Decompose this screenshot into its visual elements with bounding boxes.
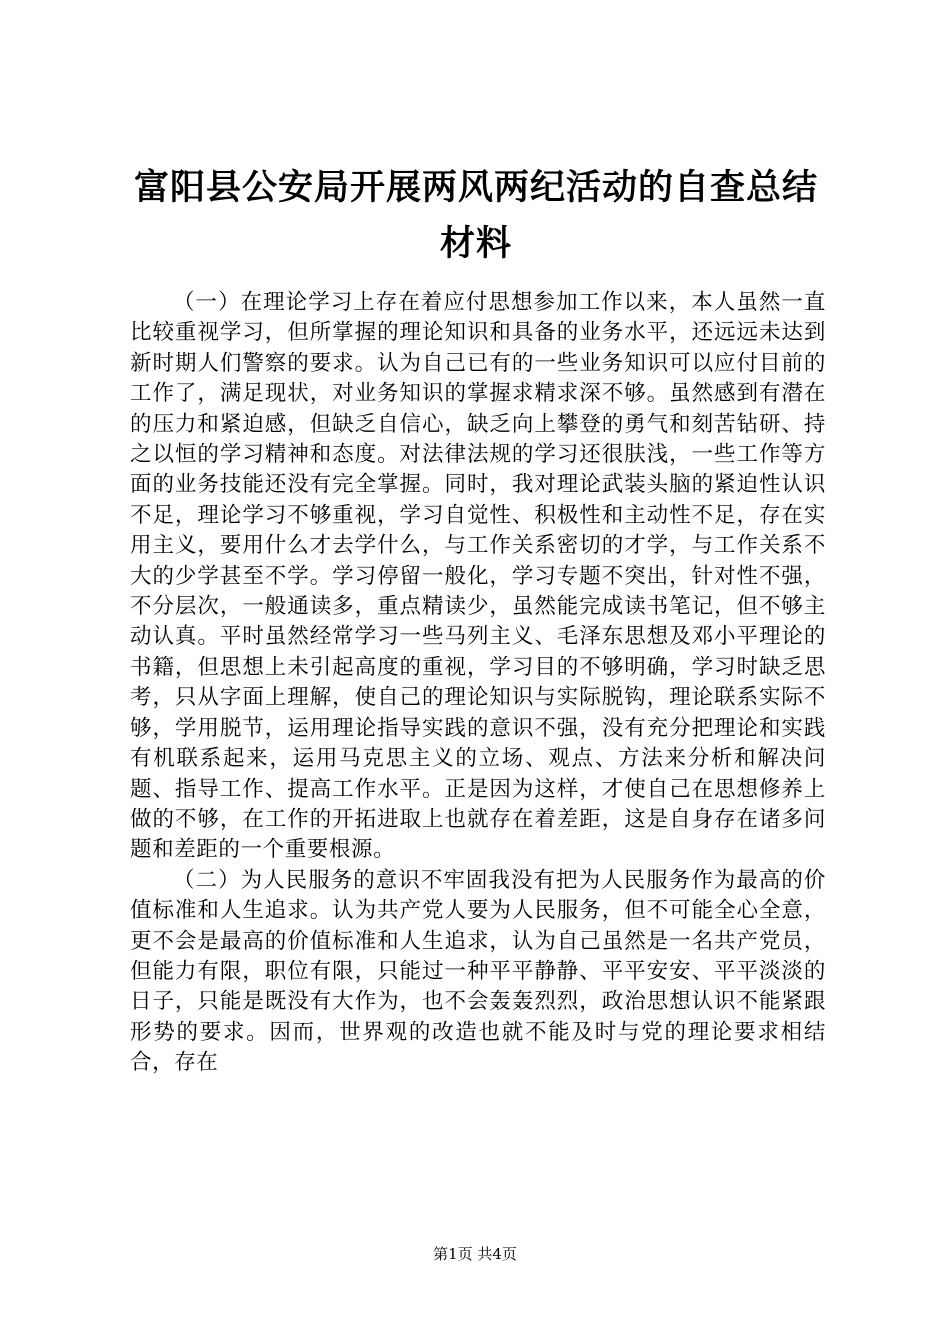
document-title: 富阳县公安局开展两风两纪活动的自查总结材料 (133, 167, 818, 264)
paragraph-2: （二）为人民服务的意识不牢固我没有把为人民服务作为最高的价值标准和人生追求。认为共产党人要为人民服务，但不可能全心全意，更不会是最高的价值标准和人生追求，认为自己虽然是一名共产党员，但能力有限，职位有限，只能过一种平平静静、平平安安、平平淡淡的日子，只能是既没有大作为，也不会轰轰烈烈，政治思想认识不能紧跟形势的要求。因而，世界观的改造也就不能及时与党的理论要求相结合，存在 (130, 867, 826, 1076)
document-body (130, 288, 826, 1079)
paragraph-1: （一）在理论学习上存在着应付思想参加工作以来，本人虽然一直比较重视学习，但所掌握的理论知识和具备的业务水平，还远远未达到新时期人们警察的要求。认为自己已有的一些业务知识可以应付目前的工作了，满足现状，对业务知识的掌握求精求深不够。虽然感到有潜在的压力和紧迫感，但缺乏自信心，缺乏向上攀登的勇气和刻苦钻研、持之以恒的学习精神和态度。对法律法规的学习还很肤浅，一些工作等方面的业务技能还没有完全掌握。同时，我对理论武装头脑的紧迫性认识不足，理论学习不够重视，学习自觉性、积极性和主动性不足，存在实用主义，要用什么才去学什么，与工作关系密切的才学，与工作关系不大的少学甚至不学。学习停留一般化，学习专题不突出，针对性不强，不分层次，一般通读多，重点精读少，虽然能完成读书笔记，但不够主动认真。平时虽然经常学习一些马列主义、毛泽东思想及邓小平理论的书籍，但思想上未引起高度的重视，学习目的不够明确，学习时缺乏思考，只从字面上理解，使自己的理论知识与实际脱钩，理论联系实际不够，学用脱节，运用理论指导实践的意识不强，没有充分把理论和实践有机联系起来，运用马克思主义的立场、观点、方法来分析和解决问题、指导工作、提高工作水平。正是因为这样，才使自己在思想修养上做的不够，在工作的开拓进取上也就存在着差距，这是自身存在诸多问题和差距的一个重要根源。 (130, 290, 826, 863)
page-number-footer: 第1页 共4页 (433, 1245, 517, 1263)
